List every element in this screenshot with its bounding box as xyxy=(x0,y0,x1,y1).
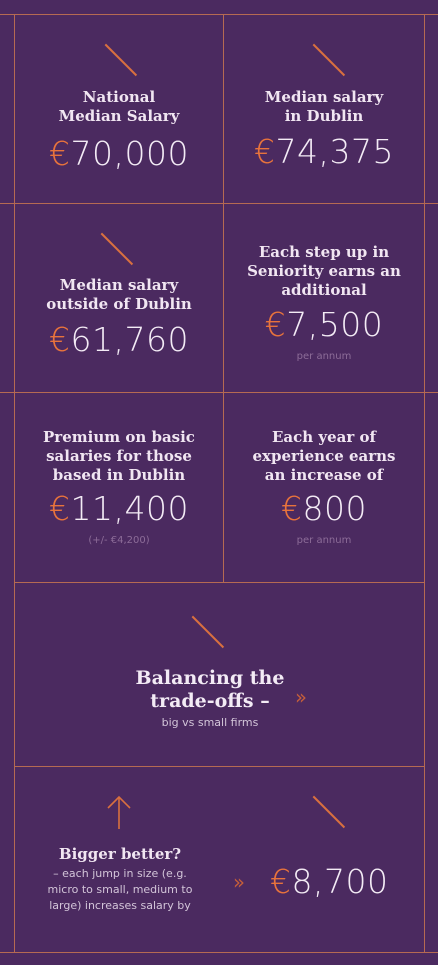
stat-value xyxy=(224,132,424,172)
bigger-better-block xyxy=(20,845,220,914)
divider xyxy=(424,14,425,952)
stat-value xyxy=(15,320,223,360)
stat-experience-year xyxy=(224,428,424,546)
bigger-text: – each jump in size (e.g. micro to small, medium to large) increases salary by xyxy=(47,867,193,912)
stat-heading: Premium on basic salaries for those based in Dublin xyxy=(43,428,195,484)
stat-amount: 70,000 xyxy=(70,134,189,173)
divider xyxy=(14,582,424,583)
stat-heading: Each year of experience earns an increase of xyxy=(252,428,396,484)
double-chevron-icon: ›› xyxy=(295,685,303,709)
slash-icon xyxy=(192,616,224,648)
slash-icon xyxy=(313,796,345,828)
stat-heading: National Median Salary xyxy=(58,88,180,125)
stat-heading: Median salary outside of Dublin xyxy=(46,276,192,313)
stat-seniority-step xyxy=(224,243,424,362)
slash-icon xyxy=(101,233,133,265)
stat-note: per annum xyxy=(296,351,352,362)
divider xyxy=(0,952,438,953)
currency-symbol: € xyxy=(49,320,71,359)
tradeoffs-subtitle: big vs small firms xyxy=(161,716,259,729)
stat-national-median xyxy=(15,88,223,174)
stat-heading: Median salary in Dublin xyxy=(264,88,384,125)
divider xyxy=(14,766,424,767)
currency-symbol: € xyxy=(49,489,71,528)
slash-icon xyxy=(105,44,137,76)
bigger-heading: Bigger better? xyxy=(58,845,182,863)
stat-value xyxy=(15,489,223,529)
currency-symbol: € xyxy=(254,132,276,171)
up-arrow-icon xyxy=(104,794,134,830)
stat-heading: Each step up in Seniority earns an additional xyxy=(247,243,401,299)
slash-icon xyxy=(313,44,345,76)
stat-value xyxy=(224,489,424,529)
stat-amount: 800 xyxy=(302,489,367,528)
currency-symbol: € xyxy=(49,134,71,173)
stat-value xyxy=(224,305,424,345)
divider xyxy=(0,14,438,15)
bigger-amount: 8,700 xyxy=(291,862,389,901)
stat-dublin-median xyxy=(224,88,424,172)
bigger-value xyxy=(270,862,388,902)
divider xyxy=(0,203,438,204)
stat-dublin-premium xyxy=(15,428,223,546)
tradeoffs-block xyxy=(110,667,310,731)
stat-amount: 11,400 xyxy=(70,489,189,528)
currency-symbol: € xyxy=(270,862,292,901)
stat-outside-dublin xyxy=(15,276,223,360)
stat-amount: 61,760 xyxy=(70,320,189,359)
stat-note: (+/- €4,200) xyxy=(88,535,150,546)
currency-symbol: € xyxy=(281,489,303,528)
double-chevron-icon: ›› xyxy=(233,870,241,894)
stat-note: per annum xyxy=(296,535,352,546)
tradeoffs-title: Balancing the trade-offs – xyxy=(135,667,285,712)
stat-amount: 7,500 xyxy=(286,305,384,344)
divider xyxy=(0,392,438,393)
currency-symbol: € xyxy=(264,305,287,344)
stat-value xyxy=(15,134,223,174)
stat-amount: 74,375 xyxy=(275,132,394,171)
